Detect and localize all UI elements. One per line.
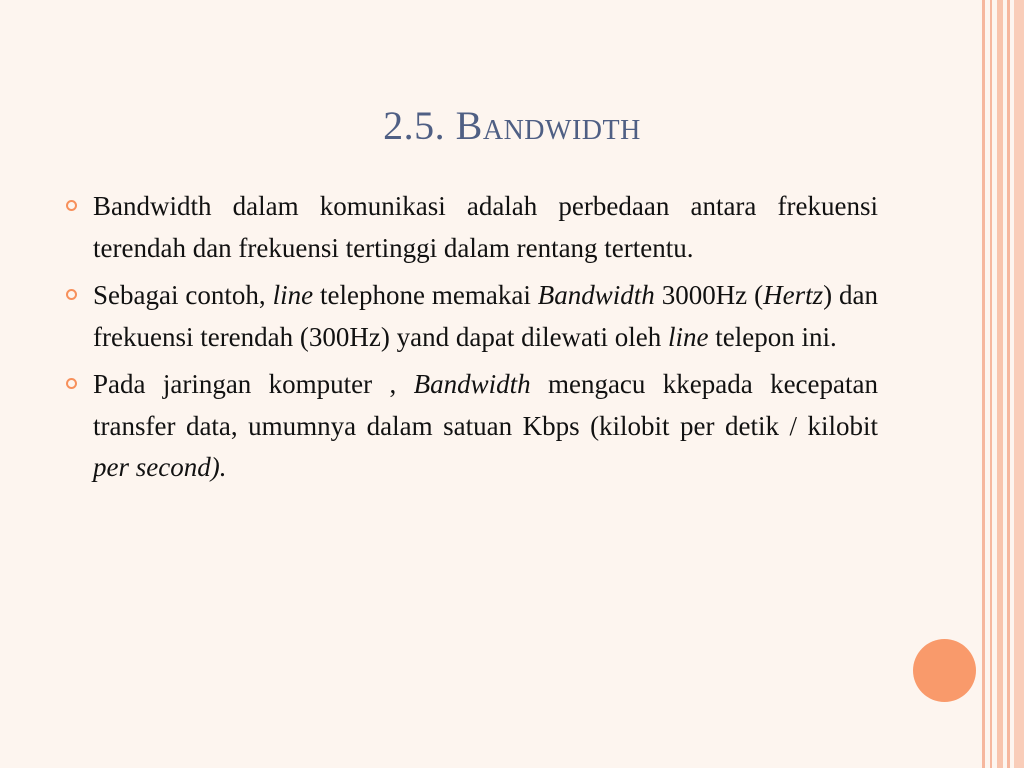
title-prefix: 2.5. B [383, 103, 483, 148]
text-run: telepon ini. [708, 321, 837, 352]
text-run: Bandwidth dalam komunikasi adalah perbedaan antara frekuensi terendah dan frekuensi tertinggi dalam rentang tertentu. [93, 191, 878, 263]
bullet-marker-icon [66, 289, 77, 300]
italic-text-run: Hertz [763, 280, 824, 310]
italic-text-run: line [668, 321, 709, 352]
bullet-item [60, 186, 878, 269]
bullet-item [60, 275, 878, 358]
text-run: 3000Hz ( [654, 280, 764, 310]
text-run: telephone memakai [313, 280, 538, 310]
bullet-marker-icon [66, 200, 77, 211]
text-run: Pada jaringan komputer , [93, 369, 414, 399]
title-smallcaps: andwidth [482, 103, 641, 148]
italic-text-run: Bandwidth [537, 280, 655, 310]
italic-text-run: line [272, 280, 314, 310]
text-run: Sebagai contoh, [93, 280, 273, 310]
slide-title [0, 102, 1024, 149]
text-run: mengacu kkepada kecepatan transfer data, umumnya dalam satuan Kbps (kilobit per detik / kilobit [93, 369, 878, 441]
bullet-list [60, 186, 878, 495]
text-run: ) dan frekuensi terendah (300Hz) yand dapat dilewati oleh [93, 280, 878, 352]
bullet-marker-icon [66, 378, 77, 389]
italic-text-run: per second). [93, 452, 227, 482]
bullet-item [60, 364, 878, 489]
italic-text-run: Bandwidth [413, 369, 531, 399]
decorative-circle [913, 639, 976, 702]
